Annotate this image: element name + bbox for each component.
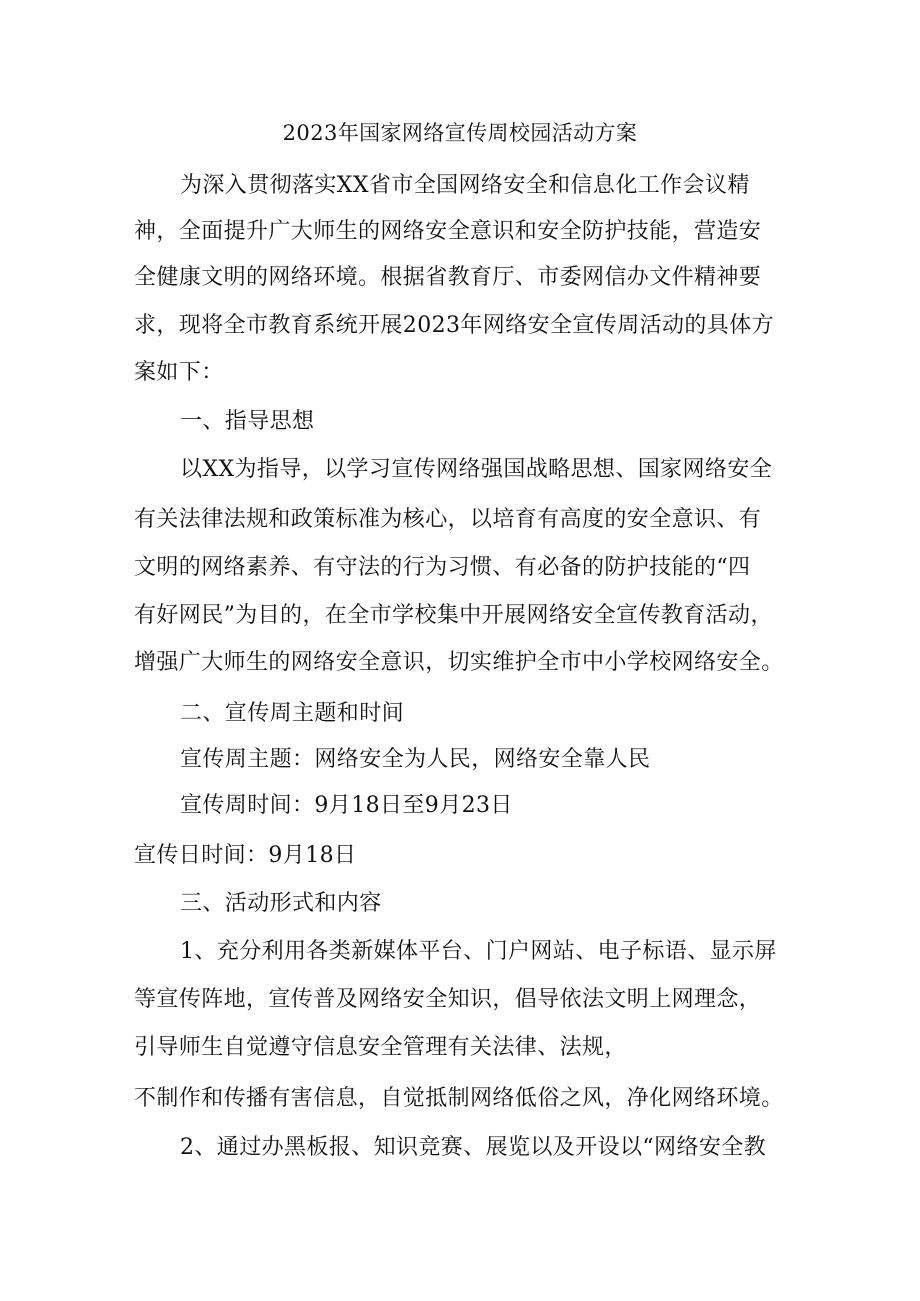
body-line: 神，全面提升广大师生的网络安全意识和安全防护技能，营造安 [134, 219, 762, 244]
body-line: 1、充分利用各类新媒体平台、门户网站、电子标语、显示屏 [180, 939, 777, 964]
body-line: 求，现将全市教育系统开展2023年网络安全宣传周活动的具体方 [134, 313, 774, 338]
body-line: 2、通过办黑板报、知识竞赛、展览以及开设以“网络安全教 [180, 1135, 767, 1160]
body-line: 有好网民”为目的，在全市学校集中开展网络安全宣传教育活动， [134, 603, 773, 628]
body-line: 等宣传阵地，宣传普及网络安全知识，倡导依法文明上网理念， [134, 987, 762, 1012]
body-line: 宣传日时间：9月18日 [134, 843, 357, 868]
section-heading: 一、指导思想 [180, 409, 315, 434]
section-heading: 二、宣传周主题和时间 [180, 701, 405, 726]
document-title: 2023年国家网络宣传周校园活动方案 [282, 121, 638, 145]
body-line: 文明的网络素养、有守法的行为习惯、有必备的防护技能的“四 [134, 555, 751, 580]
body-line: 引导师生自觉遵守信息安全管理有关法律、法规， [134, 1035, 627, 1060]
body-line: 增强广大师生的网络安全意识，切实维护全市中小学校网络安全。 [134, 650, 784, 675]
body-line: 为深入贯彻落实XX省市全国网络安全和信息化工作会议精 [180, 173, 750, 198]
body-line: 不制作和传播有害信息，自觉抵制网络低俗之风，净化网络环境。 [134, 1086, 784, 1111]
body-line: 有关法律法规和政策标准为核心，以培育有高度的安全意识、有 [134, 507, 762, 532]
body-line: 宣传周主题：网络安全为人民，网络安全靠人民 [180, 747, 651, 772]
body-line: 宣传周时间：9月18日至9月23日 [180, 793, 513, 818]
body-line: 全健康文明的网络环境。根据省教育厅、市委网信办文件精神要 [134, 265, 762, 290]
body-line: 案如下： [134, 360, 224, 385]
body-line: 以XX为指导，以学习宣传网络强国战略思想、国家网络安全 [180, 457, 773, 482]
section-heading: 三、活动形式和内容 [180, 891, 382, 916]
